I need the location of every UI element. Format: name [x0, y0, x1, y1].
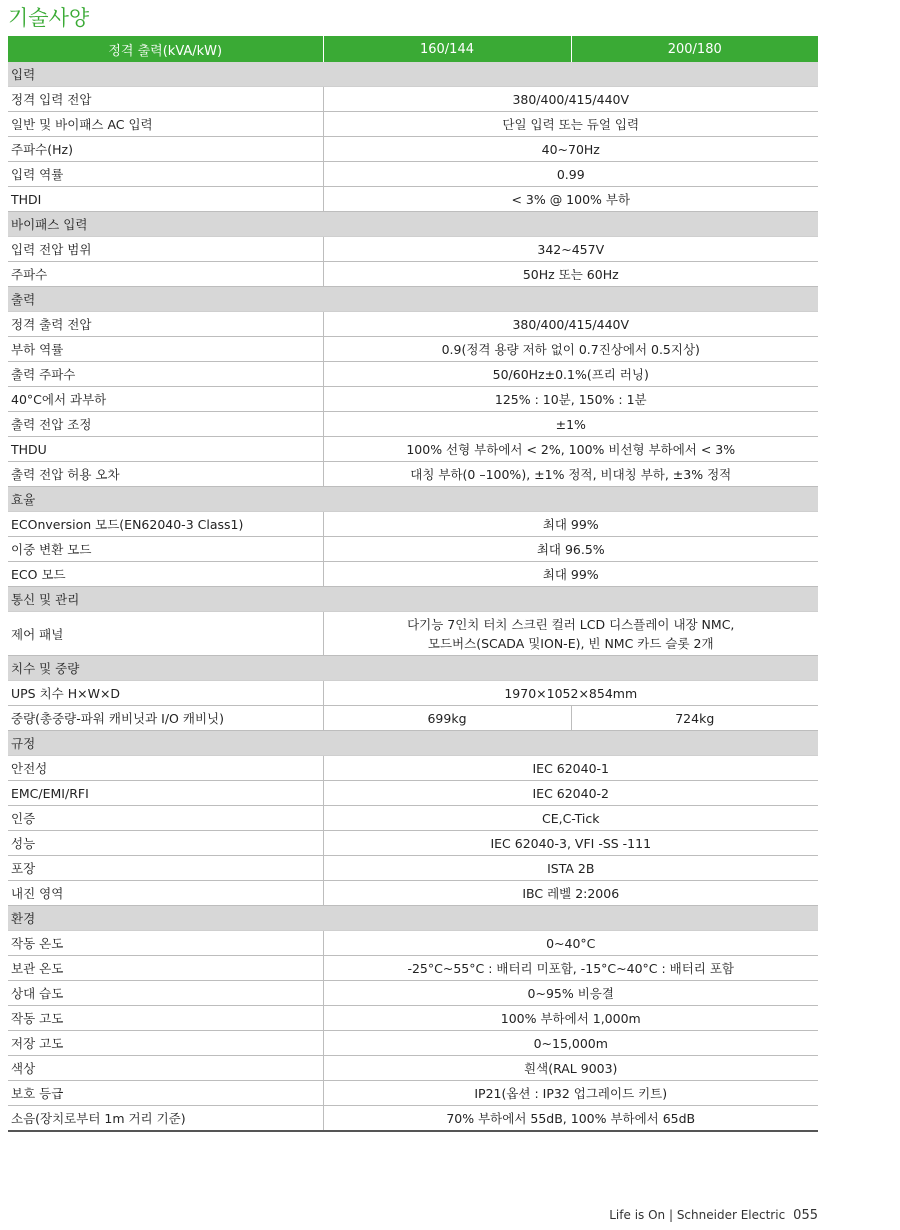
row-label: 소음(장치로부터 1m 거리 기준): [8, 1106, 323, 1132]
table-row: [8, 162, 818, 187]
row-label: 이중 변환 모드: [8, 537, 323, 562]
page-title: 기술사양: [8, 6, 90, 30]
table-row: [8, 537, 818, 562]
row-value: 1970×1052×854mm: [323, 681, 818, 706]
row-value: 0~40°C: [323, 931, 818, 956]
row-label: 내진 영역: [8, 881, 323, 906]
table-row: [8, 412, 818, 437]
table-row: [8, 512, 818, 537]
page-number: 055: [793, 1208, 818, 1223]
section-title: 통신 및 관리: [8, 587, 818, 612]
row-label: 안전성: [8, 756, 323, 781]
header-rating: 정격 출력(kVA/kW): [8, 36, 323, 62]
table-row: [8, 1031, 818, 1056]
row-label: 출력 전압 조정: [8, 412, 323, 437]
row-label: 상대 습도: [8, 981, 323, 1006]
row-label: 입력 전압 범위: [8, 237, 323, 262]
spec-table-body: [8, 62, 818, 1131]
row-value: 100% 부하에서 1,000m: [323, 1006, 818, 1031]
table-row: [8, 781, 818, 806]
row-value: [323, 612, 818, 656]
row-value-200: 724kg: [571, 706, 818, 731]
table-row: [8, 612, 818, 656]
row-label: 정격 입력 전압: [8, 87, 323, 112]
section-row: [8, 212, 818, 237]
section-row: [8, 487, 818, 512]
row-label: 작동 온도: [8, 931, 323, 956]
row-label: UPS 치수 H×W×D: [8, 681, 323, 706]
row-label: 보관 온도: [8, 956, 323, 981]
row-value: 최대 99%: [323, 512, 818, 537]
table-row: [8, 806, 818, 831]
table-row: [8, 681, 818, 706]
table-row: [8, 1106, 818, 1132]
row-value: 대칭 부하(0 –100%), ±1% 정적, 비대칭 부하, ±3% 정적: [323, 462, 818, 487]
row-label: 포장: [8, 856, 323, 881]
section-row: [8, 656, 818, 681]
row-label: THDU: [8, 437, 323, 462]
table-row: [8, 237, 818, 262]
header-model-160: 160/144: [323, 36, 571, 62]
table-row: [8, 112, 818, 137]
row-value: 단일 입력 또는 듀얼 입력: [323, 112, 818, 137]
row-label: 출력 주파수: [8, 362, 323, 387]
section-row: [8, 906, 818, 931]
table-row: [8, 87, 818, 112]
table-row: [8, 856, 818, 881]
page-footer: [609, 1208, 818, 1223]
section-row: [8, 287, 818, 312]
row-label: 저장 고도: [8, 1031, 323, 1056]
row-label: 정격 출력 전압: [8, 312, 323, 337]
section-row: [8, 731, 818, 756]
table-row: [8, 462, 818, 487]
section-title: 규정: [8, 731, 818, 756]
row-value: 최대 96.5%: [323, 537, 818, 562]
row-value-160: 699kg: [323, 706, 571, 731]
table-row: [8, 756, 818, 781]
table-row: [8, 706, 818, 731]
row-value: 흰색(RAL 9003): [323, 1056, 818, 1081]
section-title: 치수 및 중량: [8, 656, 818, 681]
row-value: 125% : 10분, 150% : 1분: [323, 387, 818, 412]
table-row: [8, 956, 818, 981]
table-row: [8, 562, 818, 587]
table-row: [8, 187, 818, 212]
table-row: [8, 137, 818, 162]
row-label: 색상: [8, 1056, 323, 1081]
row-label: 보호 등급: [8, 1081, 323, 1106]
row-value: IEC 62040-3, VFI -SS -111: [323, 831, 818, 856]
header-model-200: 200/180: [571, 36, 818, 62]
row-label: 입력 역률: [8, 162, 323, 187]
row-value: ISTA 2B: [323, 856, 818, 881]
row-label: 출력 전압 허용 오차: [8, 462, 323, 487]
section-title: 입력: [8, 62, 818, 87]
row-label: 부하 역률: [8, 337, 323, 362]
table-row: [8, 362, 818, 387]
row-value: IEC 62040-2: [323, 781, 818, 806]
row-value: IBC 레벨 2:2006: [323, 881, 818, 906]
row-value: 최대 99%: [323, 562, 818, 587]
row-value: 100% 선형 부하에서 < 2%, 100% 비선형 부하에서 < 3%: [323, 437, 818, 462]
table-row: [8, 312, 818, 337]
table-row: [8, 262, 818, 287]
section-row: [8, 587, 818, 612]
row-label: 40°C에서 과부하: [8, 387, 323, 412]
footer-brand: Life is On | Schneider Electric: [609, 1208, 786, 1222]
row-value: -25°C~55°C : 배터리 미포함, -15°C~40°C : 배터리 포함: [323, 956, 818, 981]
row-value: 0.99: [323, 162, 818, 187]
row-value: 50Hz 또는 60Hz: [323, 262, 818, 287]
row-label: 일반 및 바이패스 AC 입력: [8, 112, 323, 137]
table-row: [8, 387, 818, 412]
row-label: EMC/EMI/RFI: [8, 781, 323, 806]
row-value: 0~15,000m: [323, 1031, 818, 1056]
table-row: [8, 981, 818, 1006]
table-row: [8, 437, 818, 462]
row-label: 성능: [8, 831, 323, 856]
row-value: 70% 부하에서 55dB, 100% 부하에서 65dB: [323, 1106, 818, 1132]
row-label: 제어 패널: [8, 612, 323, 656]
table-row: [8, 337, 818, 362]
row-value: 380/400/415/440V: [323, 87, 818, 112]
table-row: [8, 1081, 818, 1106]
row-label: 주파수(Hz): [8, 137, 323, 162]
section-row: [8, 62, 818, 87]
section-title: 환경: [8, 906, 818, 931]
table-row: [8, 881, 818, 906]
row-value: 342~457V: [323, 237, 818, 262]
row-value: 50/60Hz±0.1%(프리 러닝): [323, 362, 818, 387]
row-label: 작동 고도: [8, 1006, 323, 1031]
row-value: 40~70Hz: [323, 137, 818, 162]
row-label: ECO 모드: [8, 562, 323, 587]
table-row: [8, 931, 818, 956]
spec-table: [8, 36, 818, 1132]
row-value: IEC 62040-1: [323, 756, 818, 781]
section-title: 바이패스 입력: [8, 212, 818, 237]
row-label: 주파수: [8, 262, 323, 287]
table-row: [8, 831, 818, 856]
row-value: 0~95% 비응결: [323, 981, 818, 1006]
row-label: 인증: [8, 806, 323, 831]
row-value: < 3% @ 100% 부하: [323, 187, 818, 212]
table-row: [8, 1056, 818, 1081]
section-title: 효율: [8, 487, 818, 512]
row-value-line-1: 다기능 7인치 터치 스크린 컬러 LCD 디스플레이 내장 NMC,: [407, 616, 735, 632]
row-label: 중량(총중량-파워 캐비닛과 I/O 캐비닛): [8, 706, 323, 731]
row-value: 0.9(정격 용량 저하 없이 0.7진상에서 0.5지상): [323, 337, 818, 362]
row-value: IP21(옵션 : IP32 업그레이드 키트): [323, 1081, 818, 1106]
row-label: ECOnversion 모드(EN62040-3 Class1): [8, 512, 323, 537]
row-value: ±1%: [323, 412, 818, 437]
row-value-line-2: 모드버스(SCADA 및ION-E), 빈 NMC 카드 슬롯 2개: [427, 635, 714, 651]
section-title: 출력: [8, 287, 818, 312]
row-value: 380/400/415/440V: [323, 312, 818, 337]
row-label: THDI: [8, 187, 323, 212]
table-header-row: [8, 36, 818, 62]
table-row: [8, 1006, 818, 1031]
row-value: CE,C-Tick: [323, 806, 818, 831]
